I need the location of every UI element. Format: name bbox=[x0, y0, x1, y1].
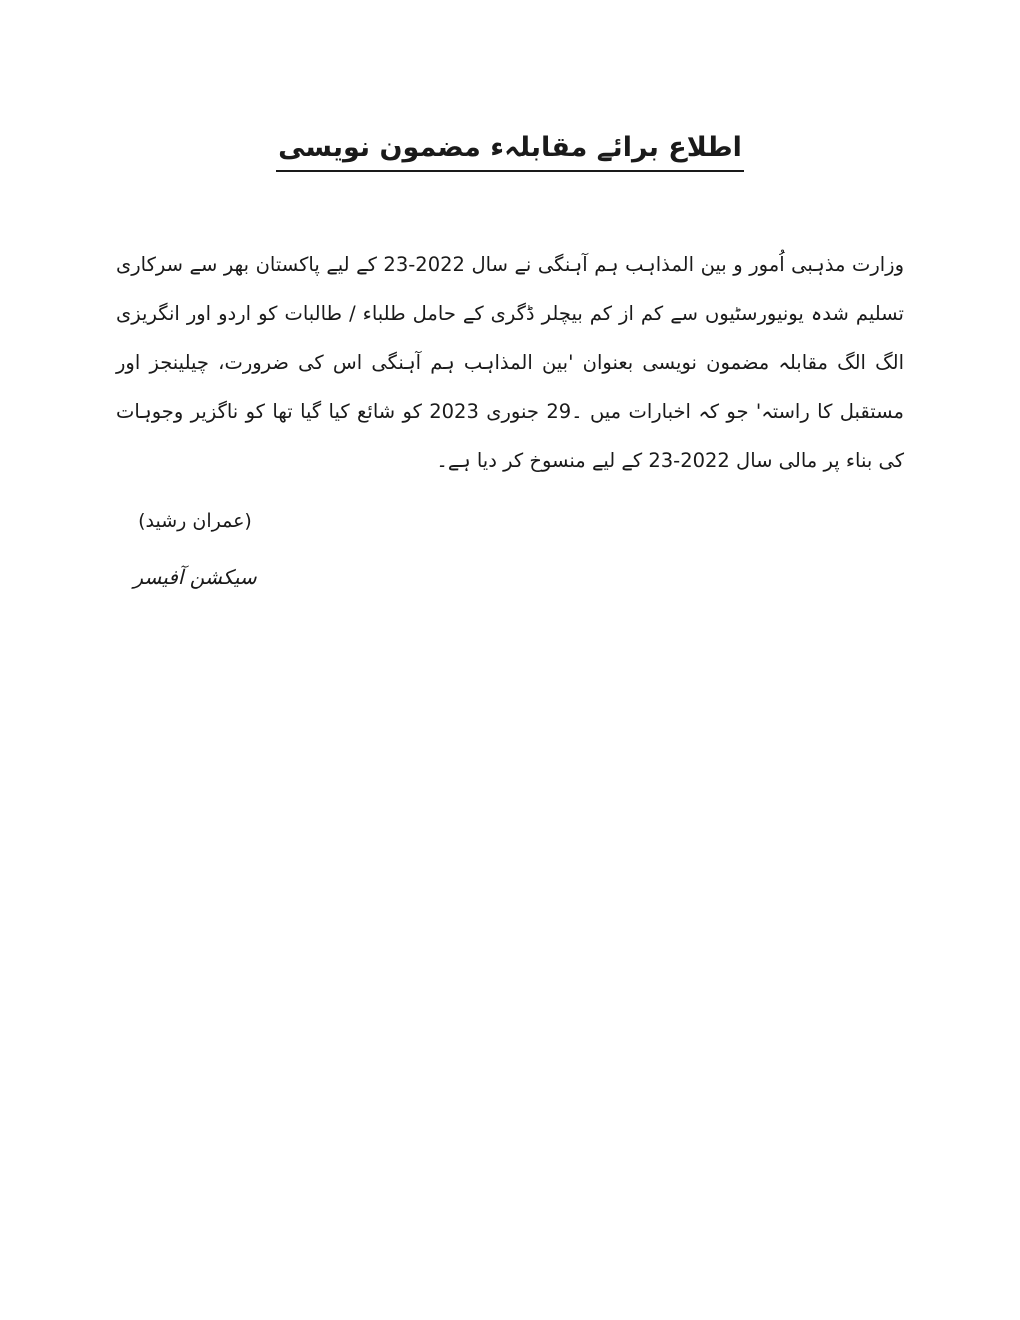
title-container bbox=[0, 128, 1020, 172]
document-title: اطلاع برائے مقابلہء مضمون نویسی bbox=[276, 128, 744, 172]
signer-name: (عمران رشید) bbox=[138, 510, 252, 532]
signer-designation: سیکشن آفیسر bbox=[133, 565, 257, 589]
notice-body: وزارت مذہبی اُمور و بین المذاہب ہم آہنگی نے سال 2022-23 کے لیے پاکستان بھر سے سرکاری تسلیم شدہ یونیورسٹیوں سے کم از کم بیچلر ڈگری کے حامل طلباء / طالبات کو اردو اور انگریزی الگ الگ مقابلہ مضمون نویسی بعنوان 'بین المذاہب ہم آہنگی اس کی ضرورت، چیلینجز اور مستقبل کا راستہ' جو کہ اخبارات میں ۔29 جنوری 2023 کو شائع کیا گیا تھا کو ناگزیر وجوہات کی بناء پر مالی سال 2022-23 کے لیے منسوخ کر دیا ہے۔ bbox=[116, 253, 904, 472]
